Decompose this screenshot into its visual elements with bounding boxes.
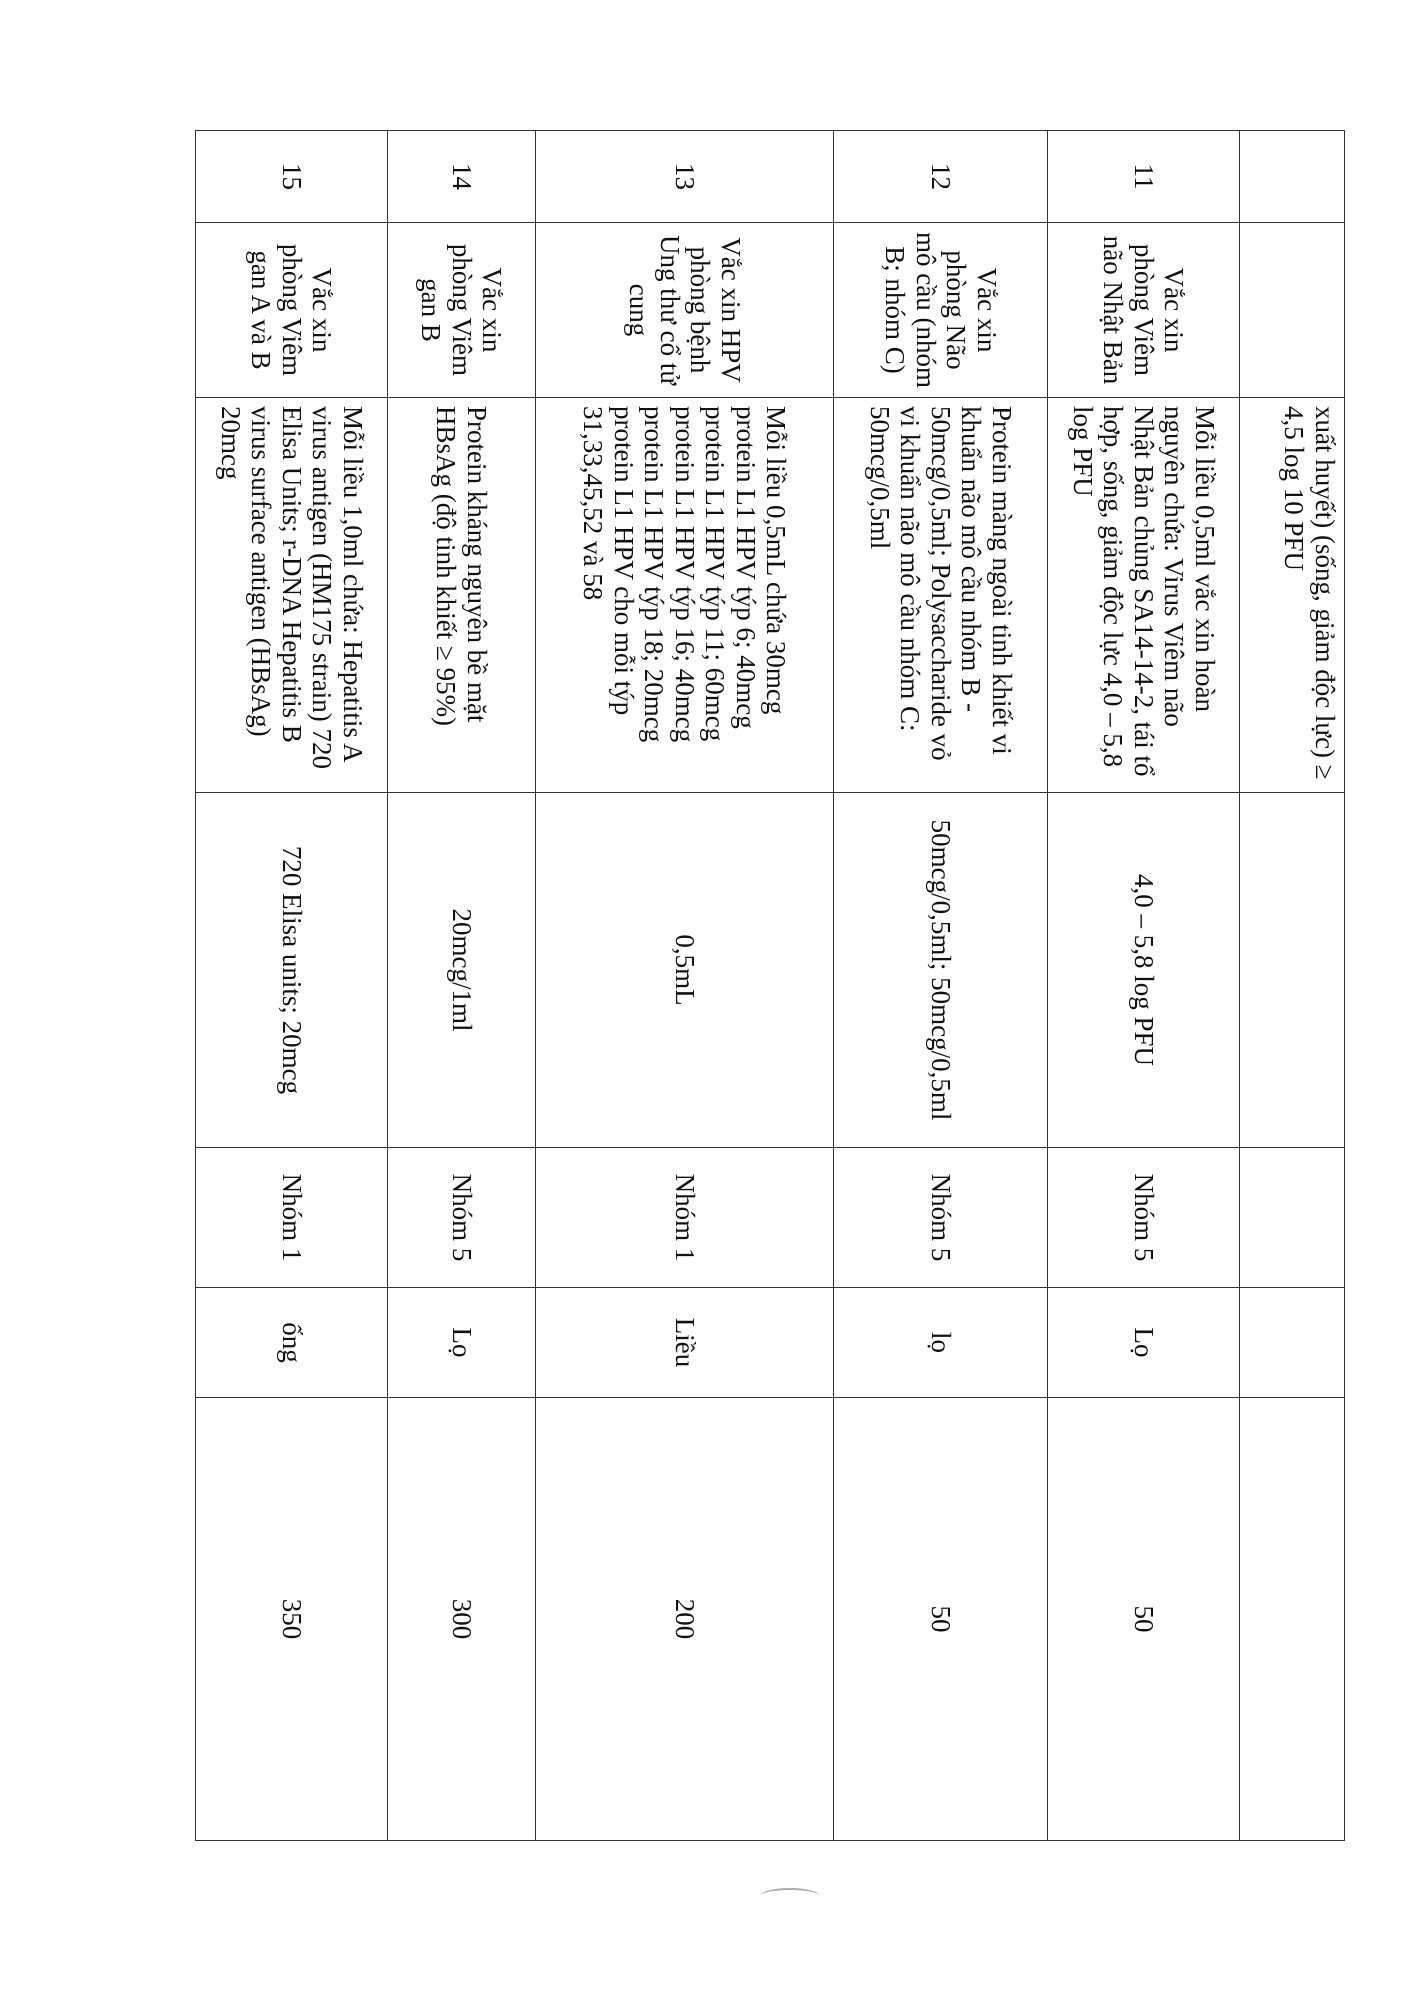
table-row-12 — [833, 131, 1047, 1841]
vaccine-quantity: 300 — [387, 1398, 536, 1841]
rotated-page-content — [195, 130, 1345, 1840]
vaccine-quantity: 50 — [833, 1398, 1047, 1841]
vaccine-composition: Mỗi liều 0,5mL chứa 30mcg protein L1 HPV týp 6; 40mcg protein L1 HPV týp 11; 60mcg protein L1 HPV týp 16; 40mcg protein L1 HPV týp 18; 20mcg protein L1 HPV cho mỗi týp 31,33,45,52 và 58 — [536, 398, 834, 793]
row-number: 14 — [387, 131, 536, 223]
vaccine-group: Nhóm 1 — [536, 1148, 834, 1288]
table-row-14 — [387, 131, 536, 1841]
vaccine-unit: Liều — [536, 1288, 834, 1398]
vaccine-group: Nhóm 5 — [833, 1148, 1047, 1288]
vaccine-name — [1239, 223, 1344, 398]
scan-artifact-mark — [760, 1888, 820, 1904]
row-number: 12 — [833, 131, 1047, 223]
vaccine-table — [195, 130, 1345, 1841]
vaccine-name: Vắc xin phòng Viêm gan A và B — [196, 223, 388, 398]
vaccine-group: Nhóm 5 — [1048, 1148, 1240, 1288]
table-row-continuation — [1239, 131, 1344, 1841]
vaccine-quantity: 200 — [536, 1398, 834, 1841]
vaccine-group: Nhóm 5 — [387, 1148, 536, 1288]
table-row-15 — [196, 131, 388, 1841]
vaccine-unit: Lọ — [1048, 1288, 1240, 1398]
vaccine-concentration: 4,0 – 5,8 log PFU — [1048, 793, 1240, 1148]
vaccine-concentration: 50mcg/0,5ml; 50mcg/0,5ml — [833, 793, 1047, 1148]
row-number — [1239, 131, 1344, 223]
vaccine-composition: xuất huyết) (sống, giảm độc lực) ≥ 4,5 log 10 PFU — [1239, 398, 1344, 793]
row-number: 11 — [1048, 131, 1240, 223]
table-row-13 — [536, 131, 834, 1841]
vaccine-concentration — [1239, 793, 1344, 1148]
vaccine-concentration: 20mcg/1ml — [387, 793, 536, 1148]
vaccine-composition: Protein kháng nguyên bề mặt HBsAg (độ tinh khiết ≥ 95%) — [387, 398, 536, 793]
vaccine-concentration: 0,5mL — [536, 793, 834, 1148]
vaccine-composition: Protein màng ngoài tinh khiết vi khuẩn não mô cầu nhóm B - 50mcg/0,5ml; Polysaccharide vỏ vi khuẩn não mô cầu nhóm C: 50mcg/0,5ml — [833, 398, 1047, 793]
vaccine-composition: Mỗi liều 1,0ml chứa: Hepatitis A virus antigen (HM175 strain) 720 Elisa Units; r-DNA Hepatitis B virus surface antigen (HBsAg) 20mcg — [196, 398, 388, 793]
vaccine-composition: Mỗi liều 0,5ml vắc xin hoàn nguyên chứa: Virus Viêm não Nhật Bản chủng SA14-14-2, tái tổ hợp, sống, giảm độc lực 4,0 – 5,8 log PFU — [1048, 398, 1240, 793]
vaccine-group: Nhóm 1 — [196, 1148, 388, 1288]
table-row-11 — [1048, 131, 1240, 1841]
vaccine-unit: Lọ — [387, 1288, 536, 1398]
vaccine-unit: ống — [196, 1288, 388, 1398]
vaccine-unit — [1239, 1288, 1344, 1398]
vaccine-name: Vắc xin phòng Não mô cầu (nhóm B; nhóm C) — [833, 223, 1047, 398]
vaccine-name: Vắc xin phòng Viêm gan B — [387, 223, 536, 398]
row-number: 15 — [196, 131, 388, 223]
vaccine-quantity: 350 — [196, 1398, 388, 1841]
vaccine-unit: lọ — [833, 1288, 1047, 1398]
vaccine-group — [1239, 1148, 1344, 1288]
row-number: 13 — [536, 131, 834, 223]
vaccine-quantity — [1239, 1398, 1344, 1841]
vaccine-name: Vắc xin HPV phòng bệnh Ung thư cổ tử cung — [536, 223, 834, 398]
vaccine-name: Vắc xin phòng Viêm não Nhật Bản — [1048, 223, 1240, 398]
vaccine-concentration: 720 Elisa units; 20mcg — [196, 793, 388, 1148]
vaccine-quantity: 50 — [1048, 1398, 1240, 1841]
